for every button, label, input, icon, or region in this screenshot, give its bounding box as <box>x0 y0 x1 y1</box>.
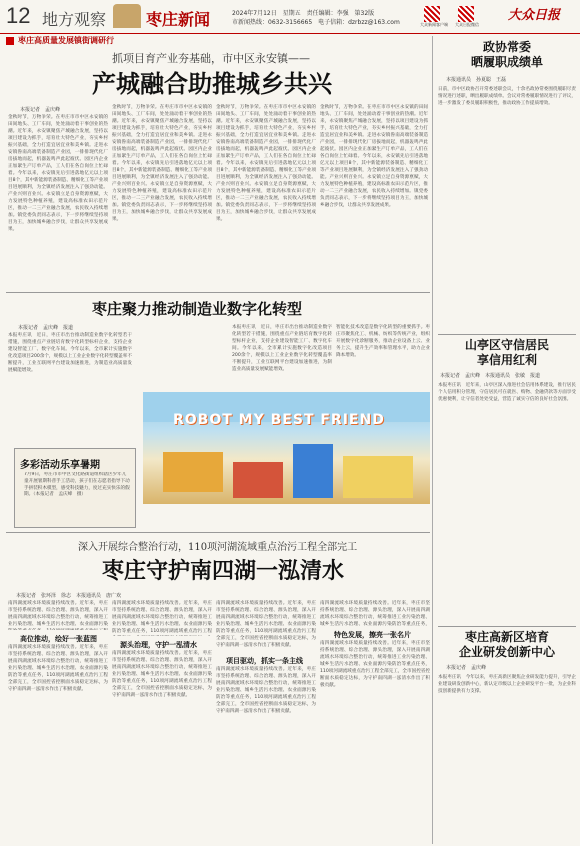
child-figure <box>293 444 333 498</box>
sidebar-divider <box>432 36 433 844</box>
manufacturing-byline: 本报记者 孟庆峰 报道 <box>18 325 74 331</box>
divider <box>438 626 576 627</box>
lead-body-col1: 金秋时节，万物争荣。在枣庄市市中区永安镇的田间地头、工厂车间，处处涌动着干事创业的热潮。近年来，永安镇聚焦产城融合发展，坚持以项目建设为抓手，培育壮大特色产业，夯实乡村振兴基础，全力打造宜居宜业和美乡镇。走进永安镇鲁南高端装备制造产业园，一排排现代化厂房拔地而起，机器轰鸣声此起彼伏。园区内企业正加紧生产订单产品，工人们在各自岗位上忙碌着。今年以来，永安镇先后引进落地亿元以上项目8个，其中新能源装备制造、精细化工等产业项目进展顺利，为全镇经济发展注入了强劲动能。产业兴则百业兴。永安镇立足自身资源禀赋，大力发展特色种植养殖，建设高标准农田示范片区，推动一二三产业融合发展，农民收入持续增加。镇党委负责同志表示，下一步将继续坚持项目为王，加快城乡融合步伐，让群众共享发展成果。 <box>8 115 108 232</box>
river-body-col4: 南四湖流域水环境质量持续改善。近年来，枣庄市坚持系统治理、综合治理、源头治理，深入开展南四湖流域水环境综合整治行动，统筹推进工业污染治理、城乡生活污水治理、农业面源污染防治等重点任务， <box>320 601 430 626</box>
river-subhead: 高位推动，绘好一张蓝图 <box>20 634 97 643</box>
river-byline: 本报记者 张环泽 徐志 本报通讯员 唐广欢 <box>16 593 122 599</box>
river-kicker: 深入开展综合整治行动，110项河湖流域重点治污工程全部完工 <box>78 542 358 553</box>
qr-code-icon <box>424 6 440 22</box>
river-body-col1: 南四湖流域水环境质量持续改善。近年来，枣庄市坚持系统治理、综合治理、源头治理，深入开展南四湖流域水环境综合整治行动，统筹推进工业污染治理、城乡生活污水治理、农业面源污染 <box>8 601 108 627</box>
river-body-col2b: 南四湖流域水环境质量持续改善。近年来，枣庄市坚持系统治理、综合治理、源头治理，深入开展南四湖流域水环境综合整治行动，统筹推进工业污染治理、城乡生活污水治理、农业面源污染防治等重点任务，110项河湖流域重点治污工程全部完工，全市国控省控断面水质稳定达标，为守护南四湖一泓清水作出了积极贡献。 <box>112 651 212 698</box>
river-subhead: 项目驱动，抓实一条主线 <box>226 656 303 665</box>
page-number: 12 <box>6 3 31 28</box>
date: 2024年7月12日 <box>232 10 277 17</box>
lego-model <box>233 462 283 498</box>
sidebar-body: 本报枣庄讯 近年来，山亭区深入推进社会信用体系建设，推行居民个人信用积分管理，守信居民可在就医、购物、金融贷款等方面享受优惠便利，让守信者处处受益，营造了诚实守信的良好社会氛围。 <box>438 383 576 402</box>
divider <box>6 292 430 293</box>
sidebar-byline: 本报通讯员 孙夏聪 王磊 <box>446 77 507 83</box>
sidebar-headline: 政协常委 晒履职成绩单 <box>470 40 543 69</box>
newspaper-logo: 大众日报 <box>508 8 561 23</box>
pavilion-icon <box>113 4 141 28</box>
river-subhead: 特色发展，擦亮一张名片 <box>334 630 411 639</box>
weekday: 星期五 <box>282 10 301 17</box>
river-body-col2: 南四湖流域水环境质量持续改善。近年来，枣庄市坚持系统治理、综合治理、源头治理，深入开展南四湖流域水环境综合整治行动，统筹推进工业污染治理、城乡生活污水治理、农业面源污染防治等重点任务，110项河湖流域重点治污工程 <box>112 601 212 634</box>
masthead <box>0 0 580 34</box>
sidebar-body: 本报枣庄讯 今年以来，枣庄高新区聚焦企业研发能力提升，引导企业建设研发创新中心，新认定市级以上企业研发平台一批，为企业科技创新提供有力支撑。 <box>438 675 576 694</box>
manufacturing-body-col2: 本报枣庄讯 近日，枣庄市出台推动制造业数字化转型若干措施，围绕重点产业链培育数字化转型标杆企业，支持企业建设智能工厂、数字化车间。今年以来，全市累计实施数字化改造项目200余个，规模以上工业企业数字化转型覆盖率不断提升，工业互联网平台建设加速推进，为制造业高质量发展赋能增效。 <box>232 325 332 372</box>
email: 电子信箱：dzrbzz@163.com <box>318 19 400 26</box>
river-body-col4b: 南四湖流域水环境质量持续改善。近年来，枣庄市坚持系统治理、综合治理、源头治理，深入开展南四湖流域水环境综合整治行动，统筹推进工业污染治理、城乡生活污水治理、农业面源污染防治等重点任务，110项河湖流域重点治污工程全部完工，全市国控省控断面水质稳定达标，为守护南四湖一泓清水作出了积极贡献。 <box>320 641 430 688</box>
sidebar-headline: 枣庄高新区培育 企业研发创新中心 <box>458 630 555 659</box>
editor: 责任编辑：李强 <box>306 10 349 17</box>
river-body-col3b: 南四湖流域水环境质量持续改善。近年来，枣庄市坚持系统治理、综合治理、源头治理，深入开展南四湖流域水环境综合整治行动，统筹推进工业污染治理、城乡生活污水治理、农业面源污染防治等重点任务，110项河湖流域重点治污工程全部完工，全市国控省控断面水质稳定达标，为守护南四湖一泓清水作出了积极贡献。 <box>216 667 316 714</box>
sidebar-body: 日前，市中区政协召开常委述职会议，十余名政协常委围绕履职尽责情况进行述职，晒出履职成绩单。会议对常委履职情况进行了评议，进一步激发了委员履职积极性，推动政协工作提质增效。 <box>438 87 576 106</box>
topic-text: 枣庄高质量发展镇街调研行 <box>18 36 114 45</box>
qr-label: 大众新闻客户端 <box>420 22 448 27</box>
manufacturing-headline: 枣庄聚力推动制造业数字化转型 <box>92 300 303 318</box>
contact-phone: 市新闻热线：0632-3156665 <box>232 19 313 26</box>
lead-body-col3: 金秋时节，万物争荣。在枣庄市市中区永安镇的田间地头、工厂车间，处处涌动着干事创业的热潮。近年来，永安镇聚焦产城融合发展，坚持以项目建设为抓手，培育壮大特色产业，夯实乡村振兴基础，全力打造宜居宜业和美乡镇。走进永安镇鲁南高端装备制造产业园，一排排现代化厂房拔地而起，机器轰鸣声此起彼伏。园区内企业正加紧生产订单产品，工人们在各自岗位上忙碌着。今年以来，永安镇先后引进落地亿元以上项目8个，其中新能源装备制造、精细化工等产业项目进展顺利，为全镇经济发展注入了强劲动能。产业兴则百业兴。永安镇立足自身资源禀赋，大力发展特色种植养殖，建设高标准农田示范片区，推动一二三产业融合发展，农民收入持续增加。镇党委负责同志表示，下一步将继续坚持项目为王，加快城乡融合步伐，让群众共享发展成果。 <box>216 105 316 222</box>
column-name: 枣庄新闻 <box>146 10 211 29</box>
feature-text: 7月9日，枣庄市市中区文化路街道组织辖区少年儿童开展暑期科普手工活动，孩子们在志愿者指导下动手拼装积木模型，感受科技魅力，度过充实快乐的假期。（本报记者 孟庆峰 摄） <box>24 472 130 498</box>
lead-headline: 产城融合助推城乡共兴 <box>92 69 332 98</box>
qr-code-icon <box>458 6 474 22</box>
divider <box>438 334 576 335</box>
dateline <box>232 8 404 26</box>
section-name: 地方观察 <box>42 10 107 29</box>
photo-banner-text: ROBOT MY BEST FRIEND <box>173 412 385 428</box>
square-icon <box>6 37 14 45</box>
manufacturing-body-col1: 本报枣庄讯 近日，枣庄市出台推动制造业数字化转型若干措施，围绕重点产业链培育数字化转型标杆企业，支持企业建设智能工厂、数字化车间。今年以来，全市累计实施数字化改造项目200余个，规模以上工业企业数字化转型覆盖率不断提升，工业互联网平台建设加速推进，为制造业高质量发展赋能增效。 <box>8 333 132 373</box>
sidebar-headline: 山亭区守信居民 享信用红利 <box>464 338 549 367</box>
sidebar-byline: 本报记者 孟庆峰 <box>446 665 487 671</box>
lego-model <box>163 452 223 492</box>
manufacturing-body-col3: 智能化技术改造是数字化转型的重要抓手。枣庄市聚焦化工、机械、纺织等传统产业，组织开展数字化诊断服务，推动企业设备上云、业务上云，提升生产效率和管理水平，助力企业降本增效。 <box>336 325 430 358</box>
topic-bar <box>0 35 430 47</box>
news-photo <box>143 392 430 504</box>
sidebar-byline: 本报记者 孟庆峰 本报通讯员 张敏 报道 <box>440 373 541 379</box>
river-body-col1b: 南四湖流域水环境质量持续改善。近年来，枣庄市坚持系统治理、综合治理、源头治理，深入开展南四湖流域水环境综合整治行动，统筹推进工业污染治理、城乡生活污水治理、农业面源污染防治等重点任务，110项河湖流域重点治污工程全部完工，全市国控省控断面水质稳定达标，为守护南四湖一泓清水作出了积极贡献。 <box>8 645 108 692</box>
river-subhead: 源头治理，守护一泓清水 <box>120 640 197 649</box>
qr-label: 大众日报微信 <box>455 22 479 27</box>
lead-byline: 本报记者 孟庆峰 <box>20 107 61 113</box>
lead-kicker: 抓项目育产业夯基础，市中区永安镇—— <box>112 52 310 65</box>
river-body-col3: 南四湖流域水环境质量持续改善。近年来，枣庄市坚持系统治理、综合治理、源头治理，深入开展南四湖流域水环境综合整治行动，统筹推进工业污染治理、城乡生活污水治理、农业面源污染防治等重点任务，110项河湖流域重点治污工程全部完工，全市国控省控断面水质稳定达标，为守护南四湖一泓清水作出了积极贡献。 <box>216 601 316 648</box>
river-headline: 枣庄守护南四湖一泓清水 <box>102 558 345 584</box>
divider <box>6 532 430 533</box>
lego-model <box>343 456 413 498</box>
feature-title: 多彩活动乐享暑期 <box>20 460 100 471</box>
issue-page: 第32版 <box>354 10 375 17</box>
lead-body-col4: 金秋时节，万物争荣。在枣庄市市中区永安镇的田间地头、工厂车间，处处涌动着干事创业的热潮。近年来，永安镇聚焦产城融合发展，坚持以项目建设为抓手，培育壮大特色产业，夯实乡村振兴基础，全力打造宜居宜业和美乡镇。走进永安镇鲁南高端装备制造产业园，一排排现代化厂房拔地而起，机器轰鸣声此起彼伏。园区内企业正加紧生产订单产品，工人们在各自岗位上忙碌着。今年以来，永安镇先后引进落地亿元以上项目8个，其中新能源装备制造、精细化工等产业项目进展顺利，为全镇经济发展注入了强劲动能。产业兴则百业兴。永安镇立足自身资源禀赋，大力发展特色种植养殖，建设高标准农田示范片区，推动一二三产业融合发展，农民收入持续增加。镇党委负责同志表示，下一步将继续坚持项目为王，加快城乡融合步伐，让群众共享发展成果。 <box>320 105 428 208</box>
lead-body-col2: 金秋时节，万物争荣。在枣庄市市中区永安镇的田间地头、工厂车间，处处涌动着干事创业的热潮。近年来，永安镇聚焦产城融合发展，坚持以项目建设为抓手，培育壮大特色产业，夯实乡村振兴基础，全力打造宜居宜业和美乡镇。走进永安镇鲁南高端装备制造产业园，一排排现代化厂房拔地而起，机器轰鸣声此起彼伏。园区内企业正加紧生产订单产品，工人们在各自岗位上忙碌着。今年以来，永安镇先后引进落地亿元以上项目8个，其中新能源装备制造、精细化工等产业项目进展顺利，为全镇经济发展注入了强劲动能。产业兴则百业兴。永安镇立足自身资源禀赋，大力发展特色种植养殖，建设高标准农田示范片区，推动一二三产业融合发展，农民收入持续增加。镇党委负责同志表示，下一步将继续坚持项目为王，加快城乡融合步伐，让群众共享发展成果。 <box>112 105 212 222</box>
